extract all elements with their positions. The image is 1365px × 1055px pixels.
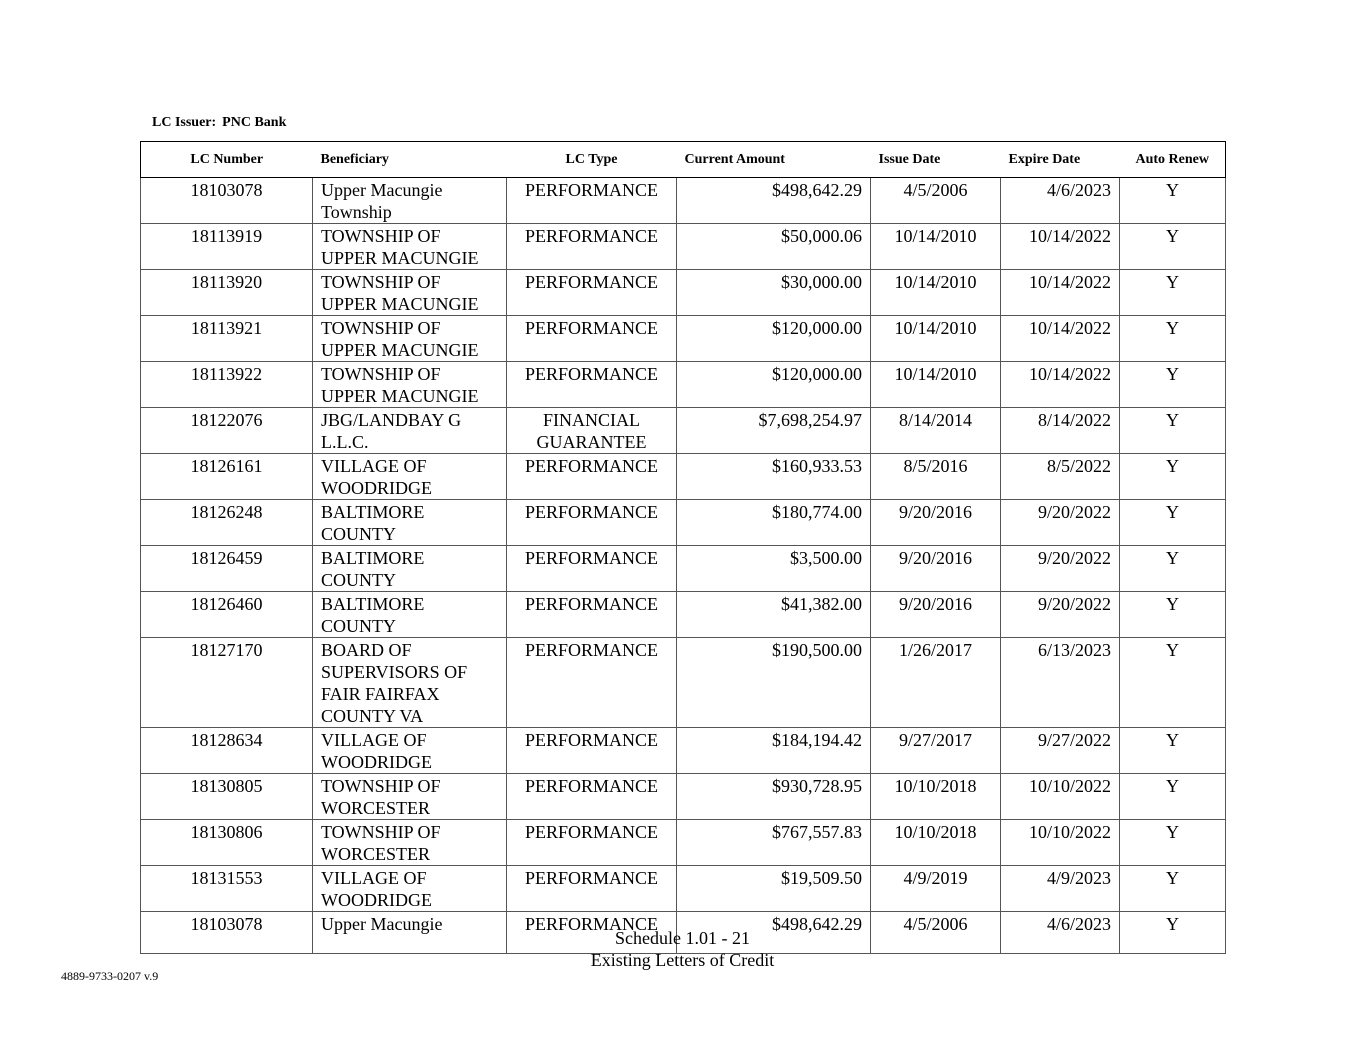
cell-beneficiary: VILLAGE OF WOODRIDGE [313,454,507,500]
cell-expire-date: 9/20/2022 [1001,546,1120,592]
table-row [141,178,1226,224]
cell-lc-type: PERFORMANCE [507,224,677,270]
cell-beneficiary: Upper Macungie [313,912,507,954]
cell-beneficiary: JBG/LANDBAY G L.L.C. [313,408,507,454]
cell-issue-date: 4/5/2006 [871,912,1001,954]
table-row [141,774,1226,820]
cell-lc-type: PERFORMANCE [507,592,677,638]
cell-lc-type: PERFORMANCE [507,546,677,592]
cell-current-amount: $160,933.53 [677,454,871,500]
header-beneficiary: Beneficiary [313,142,507,178]
cell-issue-date: 8/5/2016 [871,454,1001,500]
cell-auto-renew: Y [1120,454,1226,500]
cell-expire-date: 9/20/2022 [1001,500,1120,546]
cell-auto-renew: Y [1120,638,1226,728]
cell-lc-type: PERFORMANCE [507,774,677,820]
cell-auto-renew: Y [1120,178,1226,224]
cell-lc-type: PERFORMANCE [507,912,677,954]
cell-auto-renew: Y [1120,546,1226,592]
cell-current-amount: $3,500.00 [677,546,871,592]
cell-auto-renew: Y [1120,912,1226,954]
table-row [141,546,1226,592]
cell-lc-type: PERFORMANCE [507,178,677,224]
cell-lc-type: FINANCIAL GUARANTEE [507,408,677,454]
cell-expire-date: 10/14/2022 [1001,316,1120,362]
cell-auto-renew: Y [1120,408,1226,454]
cell-auto-renew: Y [1120,316,1226,362]
cell-lc-type: PERFORMANCE [507,362,677,408]
cell-lc-type: PERFORMANCE [507,820,677,866]
cell-beneficiary: TOWNSHIP OF WORCESTER [313,774,507,820]
cell-auto-renew: Y [1120,500,1226,546]
cell-auto-renew: Y [1120,728,1226,774]
cell-issue-date: 9/20/2016 [871,592,1001,638]
cell-current-amount: $498,642.29 [677,178,871,224]
table-row [141,638,1226,728]
cell-expire-date: 9/20/2022 [1001,592,1120,638]
table-row [141,820,1226,866]
table-body [141,178,1226,954]
cell-current-amount: $767,557.83 [677,820,871,866]
cell-expire-date: 10/10/2022 [1001,820,1120,866]
cell-current-amount: $184,194.42 [677,728,871,774]
cell-current-amount: $120,000.00 [677,316,871,362]
cell-current-amount: $19,509.50 [677,866,871,912]
cell-lc-type: PERFORMANCE [507,500,677,546]
table-row [141,728,1226,774]
cell-lc-number: 18126161 [141,454,313,500]
cell-issue-date: 8/14/2014 [871,408,1001,454]
header-lc-type: LC Type [507,142,677,178]
cell-current-amount: $120,000.00 [677,362,871,408]
cell-current-amount: $50,000.06 [677,224,871,270]
cell-expire-date: 4/9/2023 [1001,866,1120,912]
cell-issue-date: 9/20/2016 [871,500,1001,546]
cell-expire-date: 4/6/2023 [1001,912,1120,954]
cell-lc-number: 18126459 [141,546,313,592]
cell-issue-date: 4/9/2019 [871,866,1001,912]
cell-beneficiary: TOWNSHIP OF UPPER MACUNGIE [313,316,507,362]
cell-beneficiary: VILLAGE OF WOODRIDGE [313,866,507,912]
table-row [141,454,1226,500]
header-auto-renew: Auto Renew [1120,142,1226,178]
cell-lc-number: 18113922 [141,362,313,408]
cell-expire-date: 4/6/2023 [1001,178,1120,224]
cell-lc-number: 18103078 [141,178,313,224]
cell-lc-number: 18127170 [141,638,313,728]
header-current-amount: Current Amount [677,142,871,178]
cell-issue-date: 10/10/2018 [871,820,1001,866]
cell-lc-number: 18130805 [141,774,313,820]
table-header-row [141,142,1226,178]
cell-auto-renew: Y [1120,270,1226,316]
cell-current-amount: $498,642.29 [677,912,871,954]
cell-auto-renew: Y [1120,592,1226,638]
header-lc-number: LC Number [141,142,313,178]
header-expire-date: Expire Date [1001,142,1120,178]
cell-current-amount: $7,698,254.97 [677,408,871,454]
cell-expire-date: 8/5/2022 [1001,454,1120,500]
cell-lc-type: PERFORMANCE [507,638,677,728]
cell-auto-renew: Y [1120,820,1226,866]
cell-expire-date: 10/10/2022 [1001,774,1120,820]
cell-current-amount: $930,728.95 [677,774,871,820]
cell-beneficiary: TOWNSHIP OF WORCESTER [313,820,507,866]
table-row [141,866,1226,912]
cell-issue-date: 9/20/2016 [871,546,1001,592]
cell-lc-type: PERFORMANCE [507,866,677,912]
table-row [141,408,1226,454]
cell-expire-date: 10/14/2022 [1001,270,1120,316]
cell-auto-renew: Y [1120,362,1226,408]
cell-current-amount: $41,382.00 [677,592,871,638]
cell-auto-renew: Y [1120,774,1226,820]
table-row [141,362,1226,408]
cell-beneficiary: Upper Macungie Township [313,178,507,224]
document-id: 4889-9733-0207 v.9 [61,969,159,983]
cell-issue-date: 1/26/2017 [871,638,1001,728]
cell-lc-type: PERFORMANCE [507,316,677,362]
schedule-number: Schedule 1.01 - 21 [615,928,750,948]
cell-lc-number: 18130806 [141,820,313,866]
cell-expire-date: 10/14/2022 [1001,224,1120,270]
cell-lc-type: PERFORMANCE [507,728,677,774]
cell-beneficiary: BALTIMORE COUNTY [313,546,507,592]
cell-issue-date: 10/14/2010 [871,224,1001,270]
cell-expire-date: 8/14/2022 [1001,408,1120,454]
cell-issue-date: 9/27/2017 [871,728,1001,774]
cell-auto-renew: Y [1120,224,1226,270]
cell-lc-number: 18131553 [141,866,313,912]
header-issue-date: Issue Date [871,142,1001,178]
cell-issue-date: 10/14/2010 [871,362,1001,408]
cell-expire-date: 9/27/2022 [1001,728,1120,774]
cell-beneficiary: TOWNSHIP OF UPPER MACUNGIE [313,362,507,408]
table-row [141,316,1226,362]
cell-beneficiary: VILLAGE OF WOODRIDGE [313,728,507,774]
cell-lc-type: PERFORMANCE [507,454,677,500]
cell-auto-renew: Y [1120,866,1226,912]
lc-issuer-label: LC Issuer: [152,115,217,130]
table-row [141,592,1226,638]
table-row [141,224,1226,270]
cell-beneficiary: TOWNSHIP OF UPPER MACUNGIE [313,270,507,316]
lc-issuer-line [152,115,286,131]
cell-lc-number: 18103078 [141,912,313,954]
cell-lc-number: 18113919 [141,224,313,270]
cell-issue-date: 10/14/2010 [871,270,1001,316]
cell-issue-date: 10/14/2010 [871,316,1001,362]
schedule-title: Existing Letters of Credit [590,950,775,970]
lc-issuer-name: PNC Bank [222,115,287,130]
cell-expire-date: 6/13/2023 [1001,638,1120,728]
table-row [141,270,1226,316]
cell-beneficiary: BALTIMORE COUNTY [313,500,507,546]
cell-issue-date: 4/5/2006 [871,178,1001,224]
cell-issue-date: 10/10/2018 [871,774,1001,820]
cell-lc-number: 18113920 [141,270,313,316]
cell-current-amount: $30,000.00 [677,270,871,316]
cell-lc-number: 18113921 [141,316,313,362]
cell-beneficiary: BALTIMORE COUNTY [313,592,507,638]
cell-expire-date: 10/14/2022 [1001,362,1120,408]
cell-beneficiary: TOWNSHIP OF UPPER MACUNGIE [313,224,507,270]
cell-lc-type: PERFORMANCE [507,270,677,316]
cell-current-amount: $180,774.00 [677,500,871,546]
cell-lc-number: 18128634 [141,728,313,774]
cell-lc-number: 18126460 [141,592,313,638]
table-row [141,500,1226,546]
letters-of-credit-table [140,141,1226,954]
cell-current-amount: $190,500.00 [677,638,871,728]
cell-lc-number: 18126248 [141,500,313,546]
cell-lc-number: 18122076 [141,408,313,454]
cell-beneficiary: BOARD OF SUPERVISORS OF FAIR FAIRFAX COUNTY VA [313,638,507,728]
page-footer [0,927,1365,971]
